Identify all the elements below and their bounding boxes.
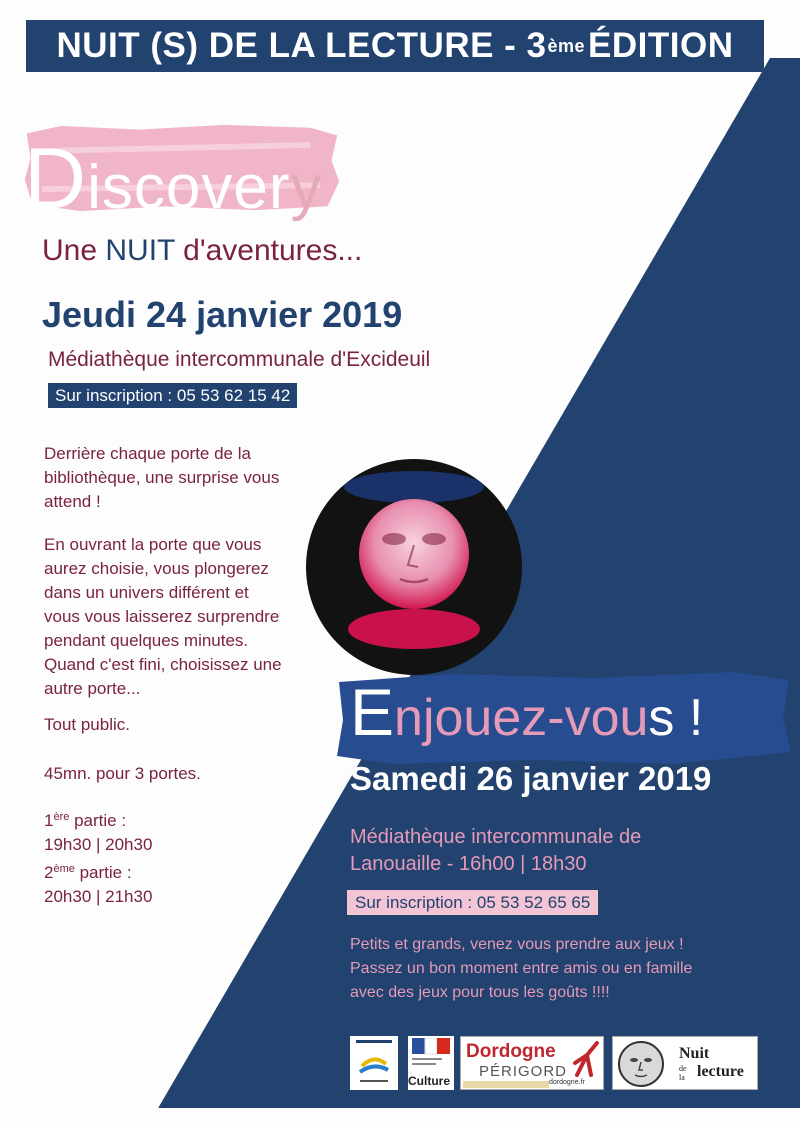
enjouez-registration: Sur inscription : 05 53 52 65 65 — [347, 890, 598, 915]
text-line: avec des jeux pour tous les goûts !!!! — [350, 984, 610, 1001]
part1-text: partie : — [69, 811, 127, 830]
culture-label: Culture — [408, 1074, 450, 1088]
enjouez-description — [350, 933, 692, 1005]
mediatheque-logo — [350, 1036, 398, 1090]
discovery-venue: Médiathèque intercommunale d'Excideuil — [48, 348, 431, 371]
text-line: Quand c'est fini, choisissez une — [44, 655, 282, 674]
part2-number: 2 — [44, 863, 54, 882]
moon-face-icon — [617, 1040, 665, 1088]
text-line: pendant quelques minutes. — [44, 631, 249, 650]
discovery-title — [24, 130, 323, 229]
text-line: bibliothèque, une surprise vous — [44, 468, 280, 487]
part1-label — [44, 805, 152, 833]
venue-line-1: Médiathèque intercommunale de — [350, 826, 642, 848]
enjouez-date: Samedi 26 janvier 2019 — [350, 760, 712, 797]
nuit-logo-title: Nuit — [679, 1045, 710, 1062]
part2-superscript: ème — [53, 863, 75, 875]
part1-superscript: ère — [53, 811, 70, 823]
banner-title-end: ÉDITION — [588, 26, 734, 65]
enjouez-exclamation: ! — [674, 689, 704, 747]
nuit-logo-title-2: lecture — [697, 1063, 744, 1080]
dordogne-band — [463, 1081, 549, 1088]
part1-number: 1 — [44, 811, 54, 830]
enjouez-title-middle: njouez-vou — [394, 689, 649, 747]
text-line: Derrière chaque porte de la — [44, 444, 251, 463]
part2-text: partie : — [74, 863, 132, 882]
dordogne-url: dordogne.fr — [549, 1079, 585, 1086]
french-republic-icon — [412, 1038, 450, 1068]
nuit-small-2: la — [679, 1073, 685, 1082]
dordogne-figure-icon — [571, 1041, 601, 1077]
text-line: attend ! — [44, 492, 101, 511]
nuit-small-1: de — [679, 1064, 687, 1073]
part1-times: 19h30 | 20h30 — [44, 835, 153, 854]
subtitle-part-c: d'aventures... — [174, 234, 363, 267]
text-line: vous vous laisserez surprendre — [44, 607, 280, 626]
discovery-schedule — [44, 805, 152, 909]
subtitle-nuit: NUIT — [105, 234, 175, 267]
discovery-title-middle: iscover — [87, 153, 291, 222]
enjouez-venue — [350, 824, 641, 878]
discovery-duration — [44, 762, 201, 786]
part2-times: 20h30 | 21h30 — [44, 887, 153, 906]
text-line: dans un univers différent et — [44, 583, 249, 602]
text-line: Passez un bon moment entre amis ou en famille — [350, 960, 693, 977]
discovery-paragraph-2 — [44, 533, 282, 701]
banner-superscript: ème — [547, 35, 586, 56]
discovery-date: Jeudi 24 janvier 2019 — [42, 294, 403, 335]
mediatheque-emblem-icon — [350, 1036, 398, 1090]
dordogne-subtitle: PÉRIGORD — [479, 1063, 568, 1080]
enjouez-last-letter: s — [648, 689, 675, 747]
banner-title-start: NUIT (S) DE LA LECTURE - 3 — [56, 26, 547, 65]
enjouez-title — [350, 674, 703, 750]
dordogne-title: Dordogne — [466, 1041, 556, 1062]
part2-label — [44, 857, 152, 885]
discovery-paragraph-1 — [44, 442, 279, 514]
text-line: autre porte... — [44, 679, 141, 698]
discovery-title-first-letter: D — [24, 131, 88, 227]
audience-text: Tout public. — [44, 715, 130, 734]
nuit-de-la-lecture-logo — [612, 1036, 758, 1090]
moon-face-illustration — [304, 457, 524, 677]
text-line: En ouvrant la porte que vous — [44, 535, 262, 554]
discovery-audience — [44, 713, 130, 737]
text-line: Petits et grands, venez vous prendre aux jeux ! — [350, 936, 684, 953]
dordogne-perigord-logo — [460, 1036, 604, 1090]
discovery-title-last-letter: y — [290, 153, 323, 222]
subtitle-part-a: Une — [42, 234, 106, 267]
nuit-logo-small — [679, 1064, 687, 1082]
culture-ministry-logo — [408, 1036, 454, 1090]
enjouez-first-letter: E — [350, 675, 395, 749]
edition-banner — [26, 20, 764, 72]
duration-text: 45mn. pour 3 portes. — [44, 764, 201, 783]
venue-line-2: Lanouaille - 16h00 | 18h30 — [350, 853, 587, 875]
discovery-registration: Sur inscription : 05 53 62 15 42 — [48, 383, 297, 408]
text-line: aurez choisie, vous plongerez — [44, 559, 269, 578]
discovery-subtitle — [42, 234, 362, 268]
